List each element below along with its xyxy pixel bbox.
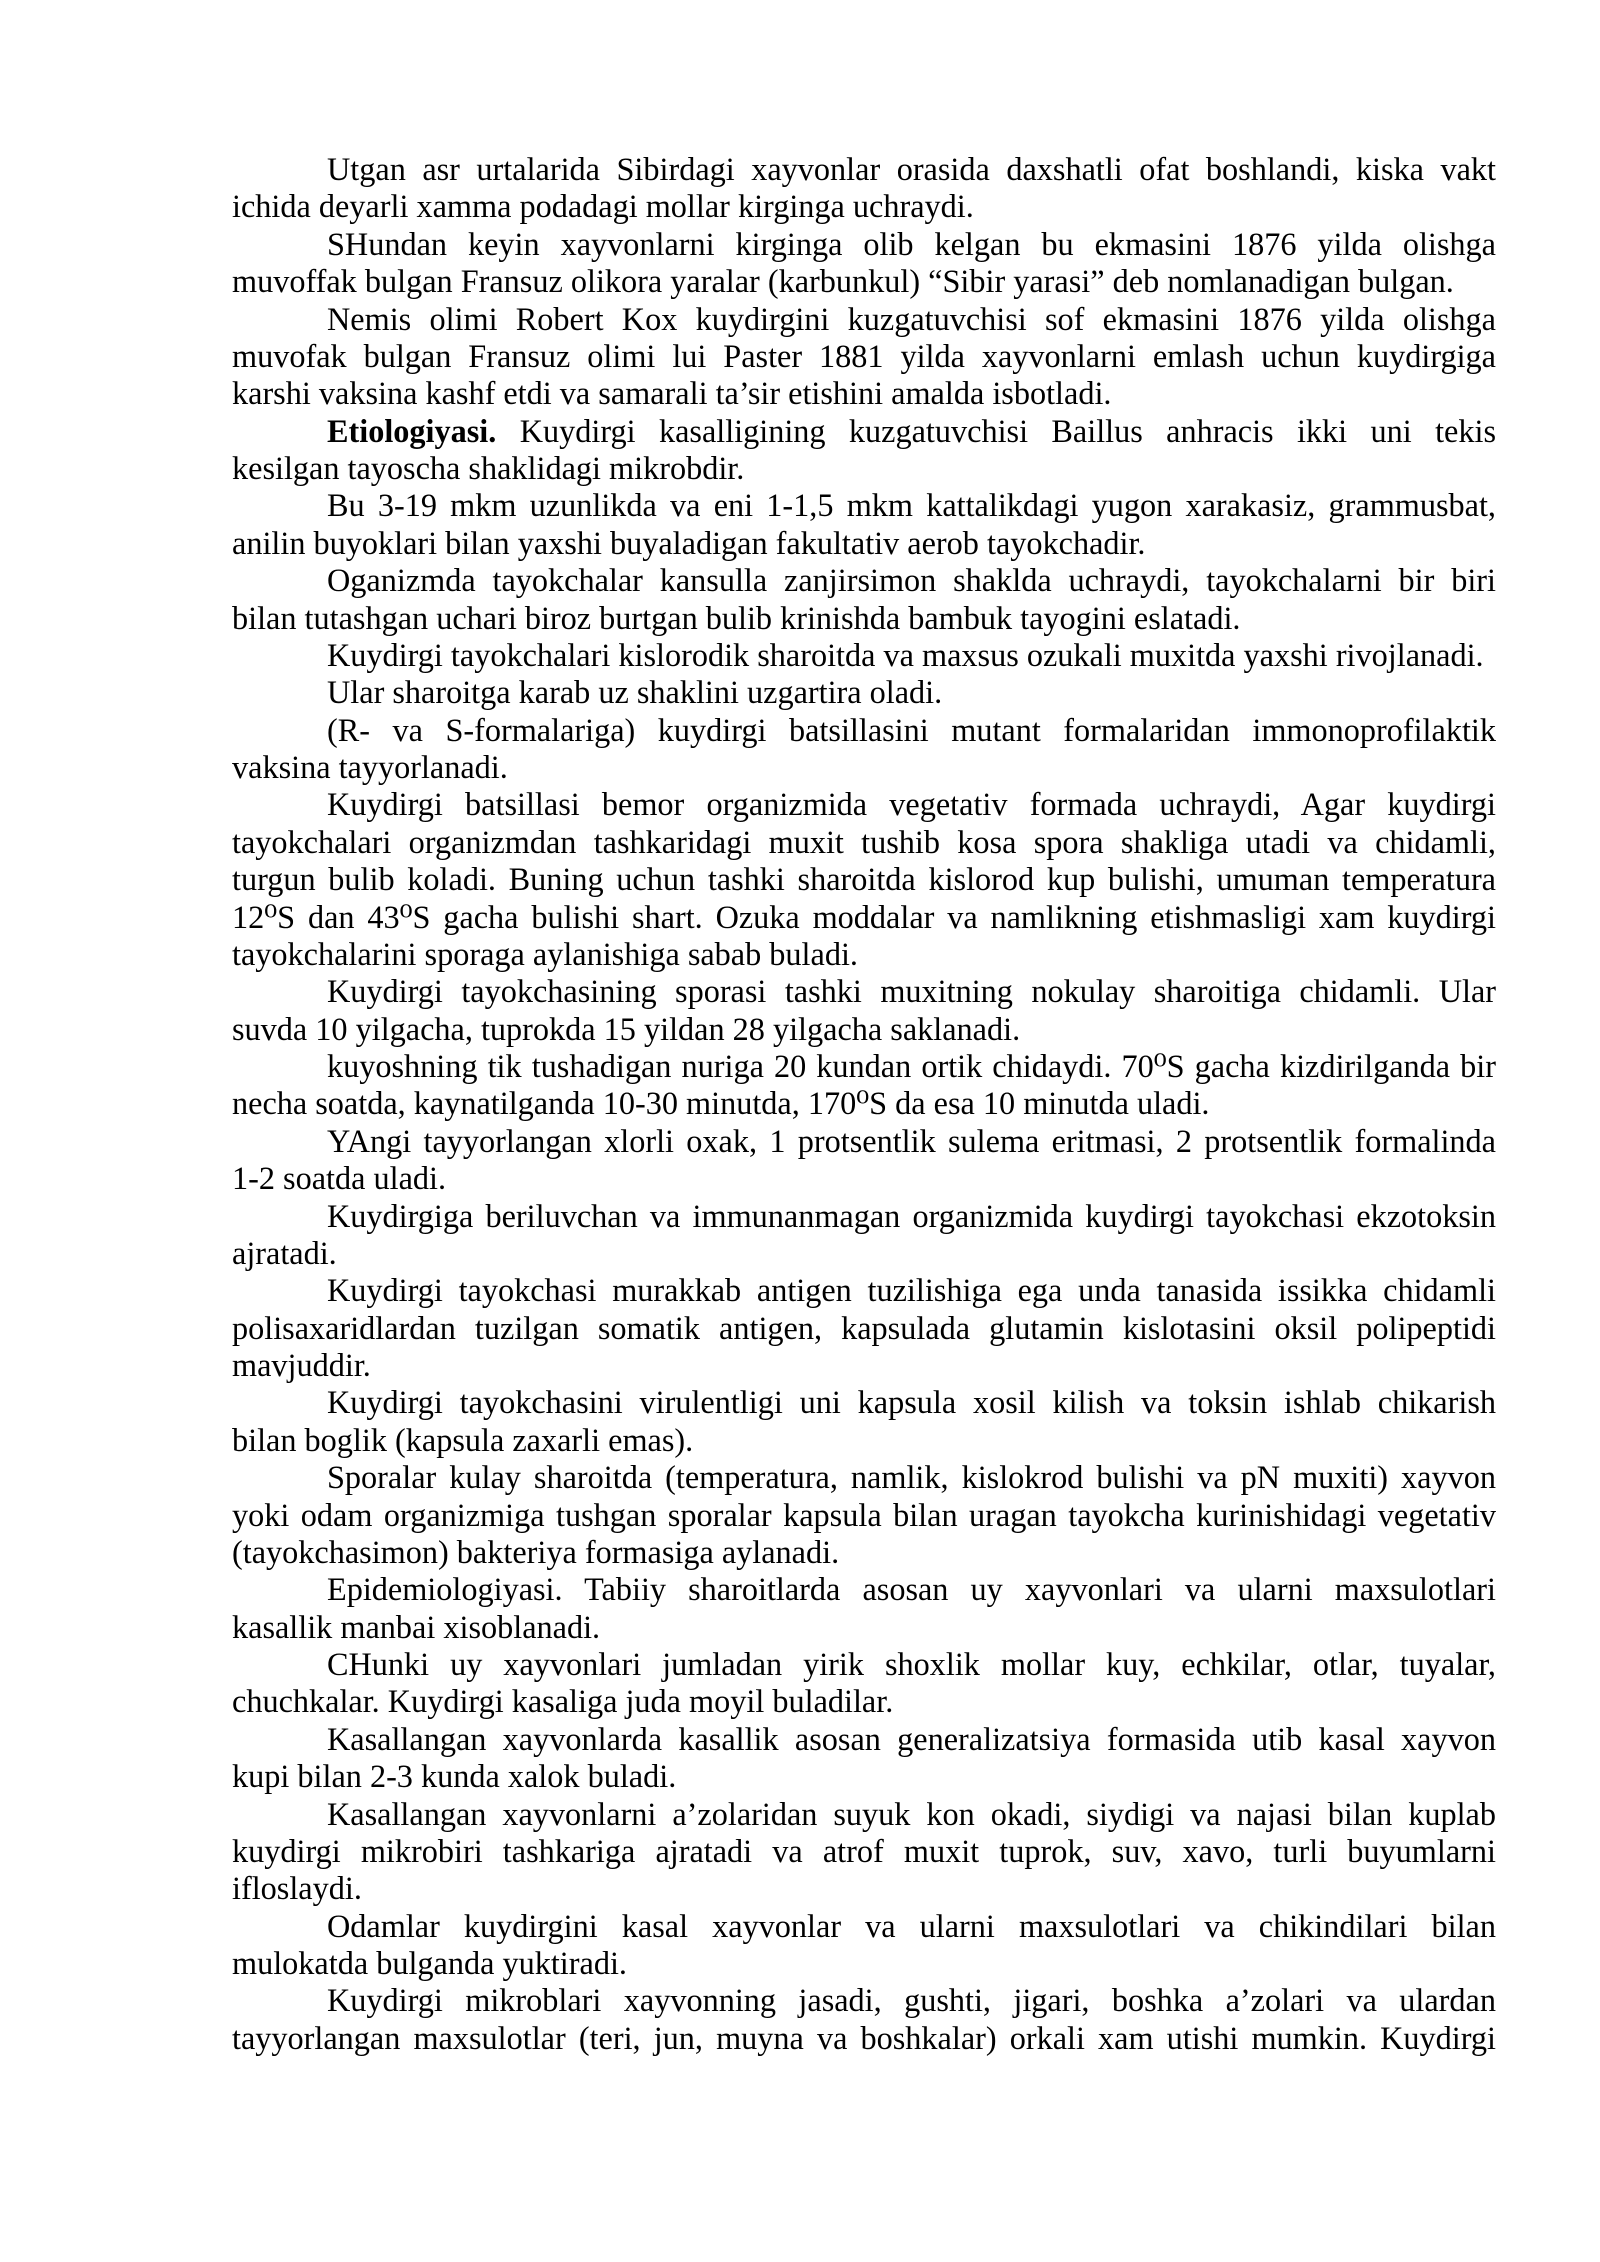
text-line: anilin buyoklari bilan yaxshi buyaladigan fakultativ aerob tayokchadir. [232, 524, 1146, 561]
paragraph [232, 1272, 1496, 1384]
paragraph [232, 1459, 1496, 1571]
paragraph [232, 1384, 1496, 1459]
text-line: Kuydirgi mikroblari xayvonning jasadi, gushti, jigari, boshka a’zolari va ulardan [327, 1982, 1496, 2019]
text-line: kuyoshning tik tushadigan nuriga 20 kundan ortik chidaydi. 70⁰S gacha kizdirilganda bir [327, 1048, 1496, 1084]
text-line: kupi bilan 2-3 kunda xalok buladi. [232, 1758, 677, 1795]
paragraph [232, 637, 1496, 674]
text-line: Kasallangan xayvonlarni a’zolaridan suyuk kon okadi, siydigi va najasi bilan kuplab [327, 1795, 1496, 1832]
paragraph [232, 487, 1496, 562]
document-body [232, 151, 1496, 2057]
text-line: tayokchalari organizmdan tashkaridagi muxit tushib kosa spora shakliga utadi va chidamli, [232, 823, 1496, 860]
text-line: (tayokchasimon) bakteriya formasiga aylanadi. [232, 1533, 840, 1570]
text-line: Ular sharoitga karab uz shaklini uzgartira oladi. [327, 674, 943, 711]
text-line: karshi vaksina kashf etdi va samarali ta’sir etishini amalda isbotladi. [232, 375, 1112, 412]
text-line: Sporalar kulay sharoitda (temperatura, namlik, kislokrod bulishi va pN muxiti) xayvon [327, 1459, 1496, 1496]
text-line: muvofak bulgan Fransuz olimi lui Paster 1881 yilda xayvonlarni emlash uchun kuydirgiga [232, 337, 1496, 374]
paragraph [232, 1908, 1496, 1983]
paragraph [232, 1721, 1496, 1796]
text-line: Kuydirgiga beriluvchan va immunanmagan organizmida kuydirgi tayokchasi ekzotoksin [327, 1197, 1496, 1234]
text-line: yoki odam organizmiga tushgan sporalar kapsula bilan uragan tayokcha kurinishidagi vegetativ [232, 1496, 1496, 1533]
paragraph [232, 1123, 1496, 1198]
paragraph [232, 786, 1496, 973]
text-line: kesilgan tayoscha shaklidagi mikrobdir. [232, 450, 745, 486]
text-line: Kuydirgi batsillasi bemor organizmida vegetativ formada uchraydi, Agar kuydirgi [327, 786, 1496, 823]
paragraph [232, 973, 1496, 1048]
text-line: Kuydirgi tayokchasining sporasi tashki muxitning nokulay sharoitiga chidamli. Ular [327, 973, 1496, 1010]
text-line: ifloslaydi. [232, 1870, 362, 1907]
text-line: necha soatda, kaynatilganda 10-30 minutda, 170⁰S da esa 10 minutda uladi. [232, 1085, 1210, 1122]
text-line: tayokchalarini sporaga aylanishiga sabab buladi. [232, 935, 858, 972]
text-line: ichida deyarli xamma podadagi mollar kirginga uchraydi. [232, 188, 974, 225]
text-line: Kuydirgi tayokchasi murakkab antigen tuzilishiga ega unda tanasida issikka chidamli [327, 1272, 1496, 1309]
text-line: Kasallangan xayvonlarda kasallik asosan generalizatsiya formasida utib kasal xayvon [327, 1720, 1496, 1757]
text-line: ajratadi. [232, 1234, 337, 1271]
paragraph [232, 1571, 1496, 1646]
paragraph [232, 1982, 1496, 2057]
text-line: Kuydirgi tayokchalari kislorodik sharoitda va maxsus ozukali muxitda yaxshi rivojlanadi. [327, 636, 1484, 673]
text-line: bilan tutashgan uchari biroz burtgan bulib krinishda bambuk tayogini eslatadi. [232, 599, 1241, 636]
text-line: Utgan asr urtalarida Sibirdagi xayvonlar orasida daxshatli ofat boshlandi, kiska vakt [327, 151, 1496, 187]
text-line: kasallik manbai xisoblanadi. [232, 1608, 601, 1645]
text-line: turgun bulib koladi. Buning uchun tashki sharoitda kislorod kup bulishi, umuman temperatura [232, 861, 1496, 898]
section-heading: Etiologiyasi. [327, 412, 497, 449]
paragraph [232, 674, 1496, 711]
text-line: (R- va S-formalariga) kuydirgi batsillasini mutant formalaridan immonoprofilaktik [327, 711, 1496, 748]
paragraph [232, 413, 1496, 488]
paragraph [232, 1198, 1496, 1273]
text-line: bilan boglik (kapsula zaxarli emas). [232, 1421, 694, 1458]
text-line: SHundan keyin xayvonlarni kirginga olib kelgan bu ekmasini 1876 yilda olishga [327, 225, 1496, 262]
text-line: vaksina tayyorlanadi. [232, 749, 508, 785]
paragraph [232, 1048, 1496, 1123]
text-line: CHunki uy xayvonlari jumladan yirik shoxlik mollar kuy, echkilar, otlar, tuyalar, [327, 1646, 1496, 1682]
text-line: YAngi tayyorlangan xlorli oxak, 1 protsentlik sulema eritmasi, 2 protsentlik formalinda [327, 1122, 1496, 1159]
paragraph [232, 562, 1496, 637]
text-line: Oganizmda tayokchalar kansulla zanjirsimon shaklda uchraydi, tayokchalarni bir biri [327, 562, 1496, 599]
text-line: chuchkalar. Kuydirgi kasaliga juda moyil buladilar. [232, 1683, 894, 1720]
text-line-content: Kuydirgi kasalligining kuzgatuvchisi Baillus anhracis ikki uni tekis [519, 412, 1496, 449]
text-line: Epidemiologiyasi. Tabiiy sharoitlarda asosan uy xayvonlari va ularni maxsulotlari [327, 1571, 1496, 1608]
text-line: polisaxaridlardan tuzilgan somatik antigen, kapsulada glutamin kislotasini oksil polipeptidi [232, 1309, 1496, 1346]
text-line: muvoffak bulgan Fransuz olikora yaralar (karbunkul) “Sibir yarasi” deb nomlanadigan bulgan. [232, 263, 1454, 300]
text-line: kuydirgi mikrobiri tashkariga ajratadi va atrof muxit tuprok, suv, xavo, turli buyumlarni [232, 1832, 1496, 1869]
paragraph [232, 1646, 1496, 1721]
text-line: tayyorlangan maxsulotlar (teri, jun, muyna va boshkalar) orkali xam utishi mumkin. Kuydirgi [232, 2019, 1496, 2056]
text-line: Kuydirgi tayokchasini virulentligi uni kapsula xosil kilish va toksin ishlab chikarish [327, 1384, 1496, 1421]
paragraph [232, 151, 1496, 226]
text-line: Nemis olimi Robert Kox kuydirgini kuzgatuvchisi sof ekmasini 1876 yilda olishga [327, 300, 1496, 337]
text-line: 1-2 soatda uladi. [232, 1160, 447, 1197]
text-line: Bu 3-19 mkm uzunlikda va eni 1-1,5 mkm kattalikdagi yugon xarakasiz, grammusbat, [327, 487, 1496, 524]
text-line: mavjuddir. [232, 1347, 371, 1383]
paragraph [232, 226, 1496, 301]
paragraph [232, 301, 1496, 413]
text-line: Odamlar kuydirgini kasal xayvonlar va ularni maxsulotlari va chikindilari bilan [327, 1907, 1496, 1944]
text-line [232, 413, 1496, 450]
text-line: mulokatda bulganda yuktiradi. [232, 1945, 627, 1981]
text-line: 12⁰S dan 43⁰S gacha bulishi shart. Ozuka moddalar va namlikning etishmasligi xam kuydirgi [232, 898, 1496, 935]
text-line: suvda 10 yilgacha, tuprokda 15 yildan 28 yilgacha saklanadi. [232, 1010, 1021, 1047]
paragraph [232, 1796, 1496, 1908]
paragraph [232, 712, 1496, 787]
